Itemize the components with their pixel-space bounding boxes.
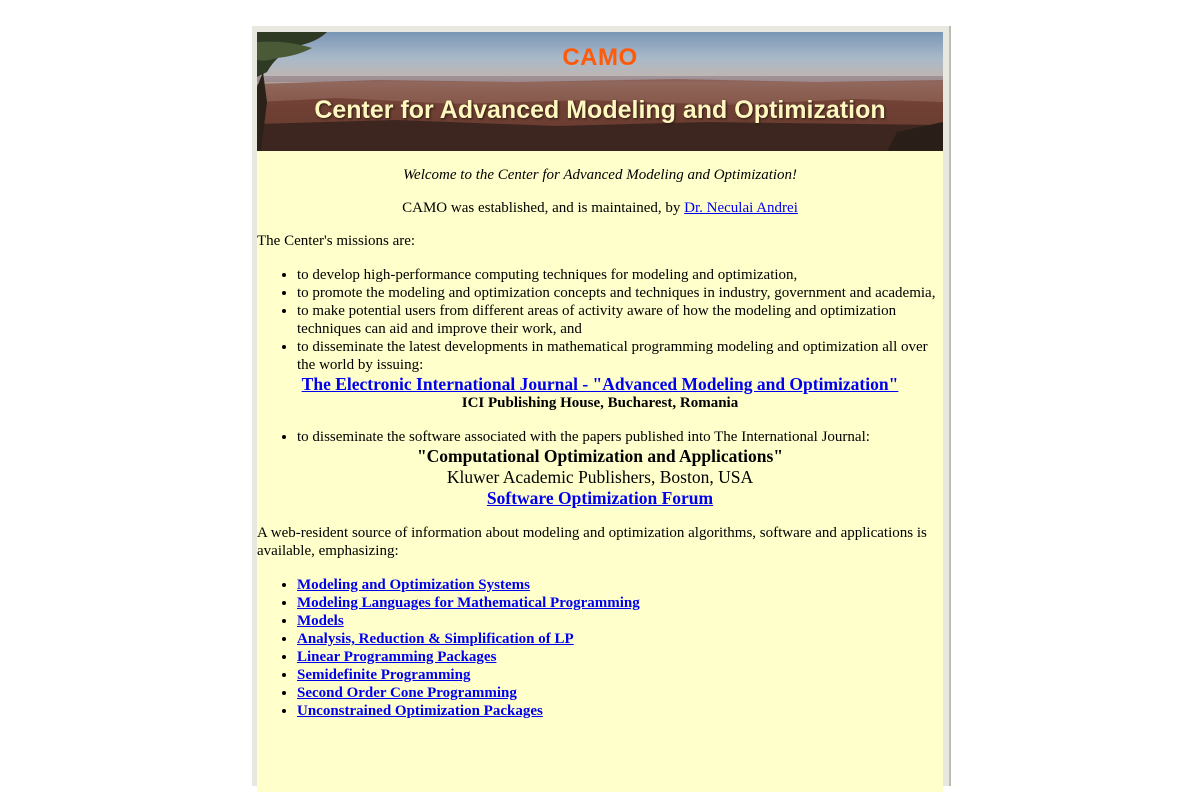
topic-link[interactable]: Linear Programming Packages [297,649,497,665]
topic-link[interactable]: Modeling and Optimization Systems [297,577,530,593]
author-link[interactable]: Dr. Neculai Andrei [684,200,798,216]
topics-list [257,576,943,720]
topic-link[interactable]: Modeling Languages for Mathematical Programming [297,595,640,611]
topic-link[interactable]: Second Order Cone Programming [297,685,517,701]
site-subtitle: Center for Advanced Modeling and Optimization [314,96,886,124]
header-banner [257,32,943,151]
mission-item: • to develop high-performance computing techniques for modeling and optimization, [297,266,943,284]
content-panel [257,32,943,792]
list-item [297,576,943,594]
mission-text: to disseminate the latest developments in mathematical programming modeling and optimization all over the world by issuing: [297,339,928,373]
journal-publisher: ICI Publishing House, Bucharest, Romania [461,395,739,411]
mission-item: • to promote the modeling and optimization concepts and techniques in industry, government and academia, [297,284,943,302]
coa-journal-title: "Computational Optimization and Applications" [416,446,784,466]
list-item [297,630,943,648]
coa-publisher: Kluwer Academic Publishers, Boston, USA [446,467,754,487]
topic-link[interactable]: Semidefinite Programming [297,667,471,683]
established-line [257,200,943,217]
mission-item: • to make potential users from different areas of activity aware of how the modeling and optimization techniques can aid and improve their work, and [297,302,943,338]
welcome-text: Welcome to the Center for Advanced Modeling and Optimization! [402,167,798,183]
journal-link[interactable]: The Electronic International Journal - "Advanced Modeling and Optimization" [301,374,899,394]
mission-item [297,428,943,508]
site-title: CAMO [562,44,638,71]
web-resident-text: A web-resident source of information about modeling and optimization algorithms, software and applications is available, emphasizing: [257,525,927,559]
list-item [297,594,943,612]
software-mission-list [257,428,943,508]
list-item [297,666,943,684]
missions-intro: The Center's missions are: [257,233,416,249]
mission-text: to disseminate the software associated with the papers published into The International Journal: [297,429,870,445]
mission-item [297,338,943,412]
established-text: CAMO was established, and is maintained, by [402,200,685,216]
topic-link[interactable]: Models [297,613,344,629]
list-item [297,612,943,630]
list-item [297,648,943,666]
topic-link[interactable]: Analysis, Reduction & Simplification of LP [297,631,574,647]
list-item [297,684,943,702]
software-forum-link[interactable]: Software Optimization Forum [486,488,714,508]
topic-link[interactable]: Unconstrained Optimization Packages [297,703,543,719]
missions-list [257,266,943,412]
list-item [297,702,943,720]
page-frame [252,26,951,786]
main-content [257,167,943,720]
